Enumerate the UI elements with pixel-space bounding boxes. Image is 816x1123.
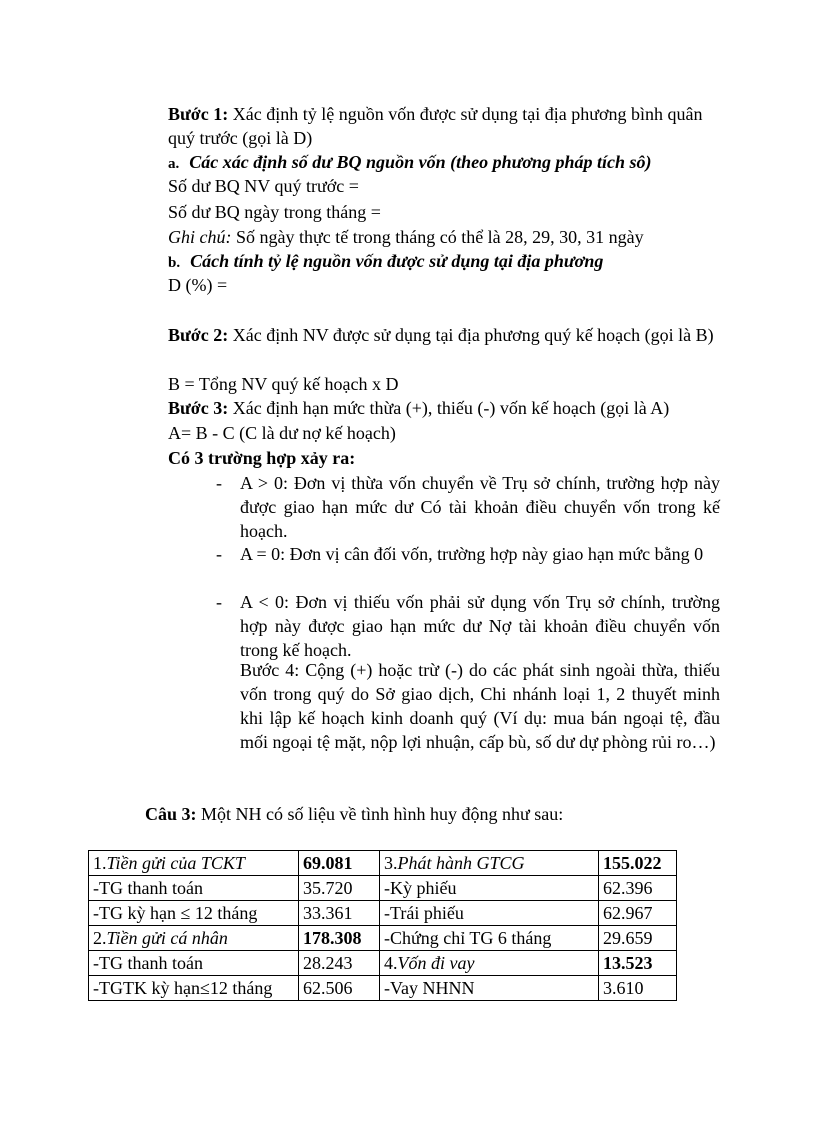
sub-a-marker: a. [168,156,180,172]
table-value: 3.610 [599,976,677,1001]
table-value: 35.720 [299,876,380,901]
table-cell [89,926,299,951]
b-formula-line: B = Tổng NV quý kế hoạch x D [168,374,399,394]
table-value: 178.308 [299,926,380,951]
row-number: 1. [93,853,107,873]
table-label: -TGTK kỳ hạn≤12 tháng [89,976,299,1001]
table-value: 13.523 [599,951,677,976]
question-text: Một NH có số liệu về tình hình huy động như sau: [196,804,564,824]
note-label: Ghi chú: [168,227,232,247]
case-3-text: A < 0: Đơn vị thiếu vốn phải sử dụng vốn Trụ sở chính, trường hợp này được giao hạn mức dư Nợ tài khoản điều chuyển vốn trong kế hoạch. [240,592,720,660]
case-2-text: A = 0: Đơn vị cân đối vốn, trường hợp này giao hạn mức bằng 0 [240,544,704,564]
table-value: 69.081 [299,851,380,876]
question-label: Câu 3: [145,804,197,824]
sub-a-heading [168,150,652,176]
table-row [89,901,677,926]
step1-label: Bước 1: [168,104,229,124]
step3-text: Xác định hạn mức thừa (+), thiếu (-) vốn kế hoạch (gọi là A) [228,398,670,418]
sub-b-marker: b. [168,255,181,271]
table-label: -TG kỳ hạn ≤ 12 tháng [89,901,299,926]
step3-label: Bước 3: [168,398,229,418]
table-label: -TG thanh toán [89,951,299,976]
table-value: 62.506 [299,976,380,1001]
table-label: -Kỳ phiếu [380,876,599,901]
step2-text: Xác định NV được sử dụng tại địa phương quý kế hoạch (gọi là B) [228,325,714,345]
sub-a-text: Các xác định số dư BQ nguồn vốn (theo phương pháp tích sô) [189,152,652,172]
sub-b-text: Cách tính tỷ lệ nguồn vốn được sử dụng tại địa phương [190,251,604,271]
note-text: Số ngày thực tế trong tháng có thể là 28, 29, 30, 31 ngày [231,227,644,247]
table-value: 155.022 [599,851,677,876]
sub-b-heading [168,249,603,275]
case-1-text: A > 0: Đơn vị thừa vốn chuyển về Trụ sở chính, trường hợp này được giao hạn mức dư Có tài khoản điều chuyển vốn trong kế hoạch. [240,473,720,541]
nv-formula-line: Số dư BQ NV quý trước = [168,176,359,196]
table-row [89,976,677,1001]
case-1-dash: - [216,473,222,493]
table-cell [380,851,599,876]
case-2-dash: - [216,544,222,564]
table-label: -Vay NHNN [380,976,599,1001]
table-value: 28.243 [299,951,380,976]
table-value: 33.361 [299,901,380,926]
row-number: 3. [384,853,398,873]
table-value: 29.659 [599,926,677,951]
table-cell [89,851,299,876]
case-3-dash: - [216,592,222,612]
category-label: Phát hành GTCG [397,853,525,873]
table-cell [380,951,599,976]
table-label: -Chứng chỉ TG 6 tháng [380,926,599,951]
table-label: -TG thanh toán [89,876,299,901]
step2-label: Bước 2: [168,325,229,345]
a-formula-line: A= B - C (C là dư nợ kế hoạch) [168,423,396,443]
category-label: Tiền gửi cá nhân [106,928,228,948]
question-line [145,802,563,826]
step2-paragraph [168,323,720,347]
step1-paragraph [168,102,720,150]
row-number: 4. [384,953,398,973]
table-row [89,876,677,901]
step4-paragraph: Bước 4: Cộng (+) hoặc trừ (-) do các phát sinh ngoài thừa, thiếu vốn trong quý do Sở giao dịch, Chi nhánh loại 1, 2 thuyết minh khi lập kế hoạch kinh doanh quý (Ví dụ: mua bán ngoại tệ, đầu mối ngoại tệ mặt, nộp lợi nhuận, cấp bù, số dư dự phòng rủi ro…) [240,660,720,752]
funding-table [88,850,677,1001]
category-label: Tiền gửi của TCKT [106,853,245,873]
table-label: -Trái phiếu [380,901,599,926]
row-number: 2. [93,928,107,948]
table-value: 62.396 [599,876,677,901]
note-line [168,225,644,249]
category-label: Vốn đi vay [397,953,475,973]
table-row [89,951,677,976]
table-row [89,926,677,951]
d-formula-line: D (%) = [168,275,228,295]
daily-formula-line: Số dư BQ ngày trong tháng = [168,202,381,222]
cases-heading: Có 3 trường hợp xảy ra: [168,448,356,468]
step3-line [168,396,669,420]
step1-text: Xác định tỷ lệ nguồn vốn được sử dụng tại địa phương bình quân quý trước (gọi là D) [168,104,703,148]
table-row [89,851,677,876]
table-value: 62.967 [599,901,677,926]
